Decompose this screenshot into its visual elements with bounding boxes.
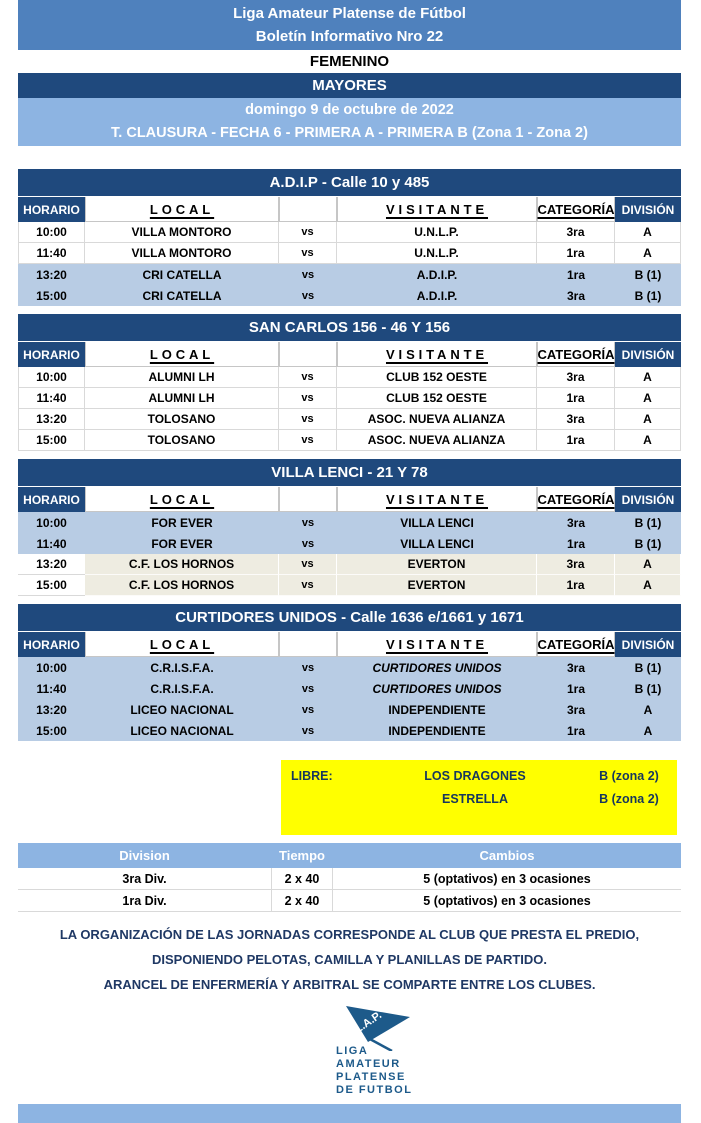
vs-label: vs — [279, 533, 337, 554]
match-division: A — [615, 243, 681, 264]
venue-header-row — [18, 196, 681, 222]
match-category: 1ra — [537, 264, 615, 285]
match-category: 3ra — [537, 367, 615, 388]
vs-column-header — [279, 487, 337, 512]
logo-line: AMATEUR — [336, 1058, 401, 1070]
vs-label: vs — [279, 430, 337, 451]
vs-label: vs — [279, 699, 337, 720]
venue-title: SAN CARLOS 156 - 46 Y 156 — [18, 314, 681, 341]
venue-table — [18, 459, 681, 596]
match-row — [18, 575, 681, 596]
venue-table — [18, 604, 681, 741]
match-visitor-team: INDEPENDIENTE — [337, 699, 537, 720]
column-header-horario: HORARIO — [18, 632, 85, 657]
column-header-visitante: VISITANTE — [337, 342, 537, 367]
svg-text:L.A.P.: L.A.P. — [352, 1009, 385, 1036]
match-division: A — [615, 367, 681, 388]
match-division: B (1) — [615, 533, 681, 554]
match-time: 11:40 — [18, 243, 85, 264]
venues — [18, 169, 681, 741]
lap-flag-icon — [322, 1005, 422, 1051]
libre-block — [281, 760, 677, 835]
venue-table — [18, 169, 681, 306]
match-local-team: LICEO NACIONAL — [85, 699, 279, 720]
match-category: 3ra — [537, 699, 615, 720]
match-division: B (1) — [615, 285, 681, 306]
match-row — [18, 409, 681, 430]
vs-column-header — [279, 197, 337, 222]
match-visitor-team: EVERTON — [337, 575, 537, 596]
column-header-horario: HORARIO — [18, 487, 85, 512]
match-local-team: VILLA MONTORO — [85, 222, 279, 243]
match-division: A — [615, 409, 681, 430]
match-visitor-team: VILLA LENCI — [337, 512, 537, 533]
rules-rows — [18, 868, 681, 912]
match-row — [18, 678, 681, 699]
column-header-division: DIVISIÓN — [615, 487, 681, 512]
libre-row — [281, 787, 677, 810]
vs-label: vs — [279, 243, 337, 264]
match-division: A — [615, 575, 681, 596]
match-local-team: C.F. LOS HORNOS — [85, 575, 279, 596]
column-header-visitante: VISITANTE — [337, 197, 537, 222]
rules-cell: 3ra Div. — [18, 868, 271, 890]
venue-title: CURTIDORES UNIDOS - Calle 1636 e/1661 y 1671 — [18, 604, 681, 631]
vs-label: vs — [279, 512, 337, 533]
column-header-horario: HORARIO — [18, 197, 85, 222]
match-time: 11:40 — [18, 678, 85, 699]
vs-label: vs — [279, 409, 337, 430]
match-time: 10:00 — [18, 222, 85, 243]
column-header-division: DIVISIÓN — [615, 342, 681, 367]
rules-header-tiempo: Tiempo — [279, 848, 325, 863]
fixture-date: domingo 9 de octubre de 2022 — [245, 102, 454, 118]
column-header-categoria: CATEGORÍA — [537, 487, 615, 512]
match-local-team: C.R.I.S.F.A. — [85, 678, 279, 699]
match-local-team: CRI CATELLA — [85, 285, 279, 306]
match-category: 3ra — [537, 285, 615, 306]
venue-title: A.D.I.P - Calle 10 y 485 — [18, 169, 681, 196]
rules-header-division: Division — [119, 848, 170, 863]
match-time: 11:40 — [18, 388, 85, 409]
match-division: B (1) — [615, 657, 681, 678]
column-header-visitante: VISITANTE — [337, 632, 537, 657]
match-division: A — [615, 430, 681, 451]
match-row — [18, 264, 681, 285]
venue-header-row — [18, 631, 681, 657]
match-category: 3ra — [537, 409, 615, 430]
vs-label: vs — [279, 720, 337, 741]
match-row — [18, 657, 681, 678]
match-division: B (1) — [615, 264, 681, 285]
venue-rows — [18, 512, 681, 596]
lap-logo — [318, 1005, 681, 1097]
footer-notes — [18, 922, 681, 997]
libre-label: LIBRE: — [291, 768, 333, 783]
match-row — [18, 285, 681, 306]
match-visitor-team: CURTIDORES UNIDOS — [337, 678, 537, 699]
match-time: 15:00 — [18, 575, 85, 596]
match-division: A — [615, 222, 681, 243]
fixture-round: T. CLAUSURA - FECHA 6 - PRIMERA A - PRIMERA B (Zona 1 - Zona 2) — [111, 125, 588, 141]
bulletin-page — [18, 0, 681, 1123]
league-header-band — [18, 0, 681, 50]
match-division: B (1) — [615, 678, 681, 699]
match-visitor-team: A.D.I.P. — [337, 285, 537, 306]
match-row — [18, 367, 681, 388]
vs-label: vs — [279, 367, 337, 388]
match-time: 10:00 — [18, 512, 85, 533]
match-category: 1ra — [537, 533, 615, 554]
match-time: 13:20 — [18, 264, 85, 285]
rules-cell: 5 (optativos) en 3 ocasiones — [333, 868, 681, 890]
match-row — [18, 554, 681, 575]
libre-row — [281, 764, 677, 787]
vs-label: vs — [279, 554, 337, 575]
match-category: 1ra — [537, 575, 615, 596]
column-header-local: LOCAL — [85, 342, 279, 367]
vs-column-header — [279, 632, 337, 657]
column-header-categoria: CATEGORÍA — [537, 342, 615, 367]
match-category: 3ra — [537, 554, 615, 575]
rules-cell: 1ra Div. — [18, 890, 271, 912]
match-local-team: LICEO NACIONAL — [85, 720, 279, 741]
vs-column-header — [279, 342, 337, 367]
league-title: Liga Amateur Platense de Fútbol — [233, 5, 466, 22]
column-header-division: DIVISIÓN — [615, 197, 681, 222]
venue-header-row — [18, 341, 681, 367]
vs-label: vs — [279, 575, 337, 596]
match-local-team: ALUMNI LH — [85, 367, 279, 388]
match-division: B (1) — [615, 512, 681, 533]
rules-header-cambios: Cambios — [479, 848, 535, 863]
column-header-division: DIVISIÓN — [615, 632, 681, 657]
note-line: ARANCEL DE ENFERMERÍA Y ARBITRAL SE COMPARTE ENTRE LOS CLUBES. — [103, 977, 596, 992]
rules-header-row — [18, 843, 681, 868]
match-local-team: TOLOSANO — [85, 430, 279, 451]
match-category: 1ra — [537, 678, 615, 699]
match-time: 15:00 — [18, 430, 85, 451]
match-local-team: C.F. LOS HORNOS — [85, 554, 279, 575]
venue-rows — [18, 222, 681, 306]
column-header-local: LOCAL — [85, 197, 279, 222]
gender-band: FEMENINO — [18, 50, 681, 73]
column-header-categoria: CATEGORÍA — [537, 632, 615, 657]
match-division: A — [615, 554, 681, 575]
match-time: 13:20 — [18, 409, 85, 430]
column-header-visitante: VISITANTE — [337, 487, 537, 512]
vs-label: vs — [279, 285, 337, 306]
vs-label: vs — [279, 678, 337, 699]
match-category: 3ra — [537, 222, 615, 243]
match-division: A — [615, 720, 681, 741]
bulletin-number: Boletín Informativo Nro 22 — [255, 28, 444, 45]
match-local-team: TOLOSANO — [85, 409, 279, 430]
match-visitor-team: CURTIDORES UNIDOS — [337, 657, 537, 678]
match-time: 15:00 — [18, 285, 85, 306]
libre-division: B (zona 2) — [599, 791, 659, 806]
fixture-info-band — [18, 98, 681, 146]
vs-label: vs — [279, 222, 337, 243]
match-row — [18, 512, 681, 533]
match-row — [18, 222, 681, 243]
rules-cell: 2 x 40 — [271, 868, 333, 890]
match-time: 13:20 — [18, 699, 85, 720]
match-time: 13:20 — [18, 554, 85, 575]
libre-team: ESTRELLA — [442, 791, 508, 806]
column-header-categoria: CATEGORÍA — [537, 197, 615, 222]
column-header-local: LOCAL — [85, 632, 279, 657]
match-row — [18, 388, 681, 409]
venue-table — [18, 314, 681, 451]
rules-table — [18, 843, 681, 912]
match-visitor-team: ASOC. NUEVA ALIANZA — [337, 409, 537, 430]
logo-line: DE FUTBOL — [336, 1084, 413, 1096]
match-row — [18, 243, 681, 264]
match-division: A — [615, 388, 681, 409]
match-visitor-team: U.N.L.P. — [337, 243, 537, 264]
logo-line: PLATENSE — [336, 1071, 406, 1083]
match-local-team: ALUMNI LH — [85, 388, 279, 409]
age-group-band: MAYORES — [18, 73, 681, 98]
match-category: 1ra — [537, 430, 615, 451]
venue-rows — [18, 367, 681, 451]
match-visitor-team: EVERTON — [337, 554, 537, 575]
match-visitor-team: ASOC. NUEVA ALIANZA — [337, 430, 537, 451]
match-category: 1ra — [537, 388, 615, 409]
match-local-team: VILLA MONTORO — [85, 243, 279, 264]
match-row — [18, 699, 681, 720]
bottom-bar — [18, 1104, 681, 1123]
vs-label: vs — [279, 388, 337, 409]
match-local-team: FOR EVER — [85, 512, 279, 533]
match-time: 11:40 — [18, 533, 85, 554]
venue-header-row — [18, 486, 681, 512]
match-category: 1ra — [537, 243, 615, 264]
vs-label: vs — [279, 657, 337, 678]
match-time: 15:00 — [18, 720, 85, 741]
match-category: 3ra — [537, 512, 615, 533]
match-visitor-team: VILLA LENCI — [337, 533, 537, 554]
libre-division: B (zona 2) — [599, 768, 659, 783]
match-row — [18, 430, 681, 451]
match-visitor-team: U.N.L.P. — [337, 222, 537, 243]
venue-title: VILLA LENCI - 21 Y 78 — [18, 459, 681, 486]
venue-rows — [18, 657, 681, 741]
match-time: 10:00 — [18, 367, 85, 388]
column-header-horario: HORARIO — [18, 342, 85, 367]
column-header-local: LOCAL — [85, 487, 279, 512]
match-category: 1ra — [537, 720, 615, 741]
logo-line: LIGA — [336, 1045, 369, 1057]
note-line: DISPONIENDO PELOTAS, CAMILLA Y PLANILLAS DE PARTIDO. — [151, 952, 548, 967]
rules-row — [18, 868, 681, 890]
vs-label: vs — [279, 264, 337, 285]
match-division: A — [615, 699, 681, 720]
rules-cell: 5 (optativos) en 3 ocasiones — [333, 890, 681, 912]
libre-team: LOS DRAGONES — [424, 768, 526, 783]
match-local-team: CRI CATELLA — [85, 264, 279, 285]
match-row — [18, 533, 681, 554]
match-row — [18, 720, 681, 741]
match-visitor-team: INDEPENDIENTE — [337, 720, 537, 741]
match-time: 10:00 — [18, 657, 85, 678]
match-category: 3ra — [537, 657, 615, 678]
match-visitor-team: CLUB 152 OESTE — [337, 367, 537, 388]
rules-row — [18, 890, 681, 912]
match-visitor-team: CLUB 152 OESTE — [337, 388, 537, 409]
match-local-team: FOR EVER — [85, 533, 279, 554]
note-line: LA ORGANIZACIÓN DE LAS JORNADAS CORRESPONDE AL CLUB QUE PRESTA EL PREDIO, — [59, 927, 640, 942]
match-visitor-team: A.D.I.P. — [337, 264, 537, 285]
match-local-team: C.R.I.S.F.A. — [85, 657, 279, 678]
rules-cell: 2 x 40 — [271, 890, 333, 912]
